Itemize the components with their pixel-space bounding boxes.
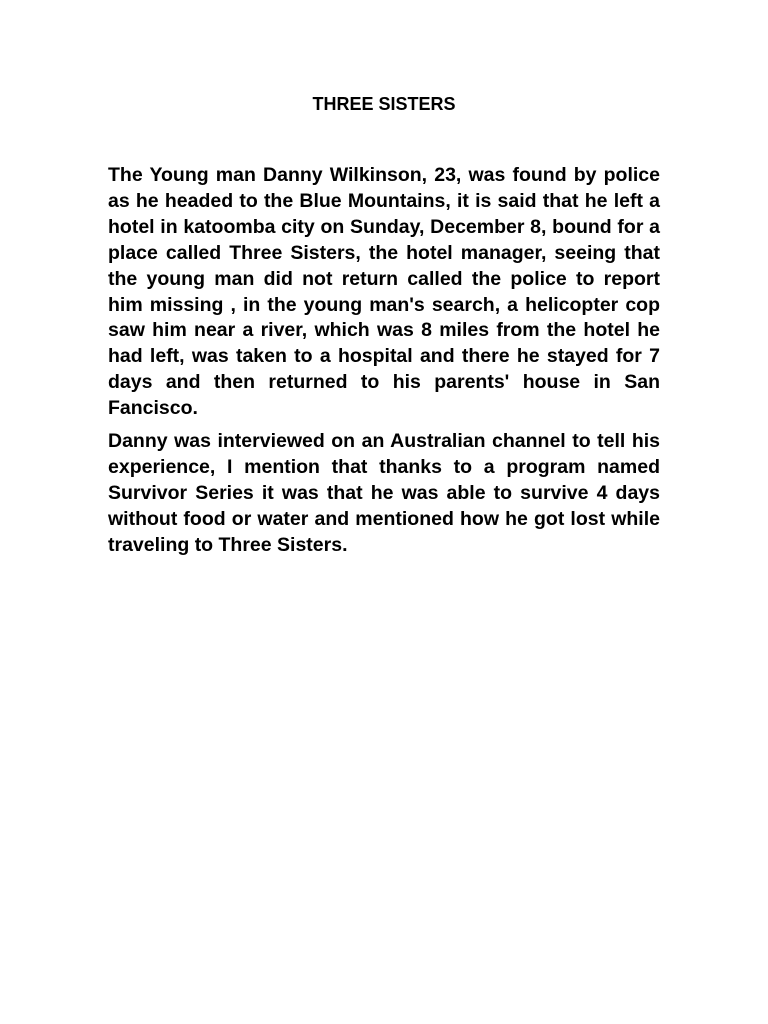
document-title: THREE SISTERS (312, 94, 456, 114)
document-body (108, 163, 660, 566)
paragraph-2: Danny was interviewed on an Australian channel to tell his experience, I mention that thanks to a program named Survivor Series it was that he was able to survive 4 days without food or water and mentioned how he got lost while traveling to Three Sisters. (108, 430, 660, 556)
paragraph-1: The Young man Danny Wilkinson, 23, was found by police as he headed to the Blue Mountains, it is said that he left a hotel in katoomba city on Sunday, December 8, bound for a place called Three Sisters, the hotel manager, seeing that the young man did not return called the police to report him missing , in the young man's search, a helicopter cop saw him near a river, which was 8 miles from the hotel he had left, was taken to a hospital and there he stayed for 7 days and then returned to his parents' house in San Fancisco. (108, 164, 660, 420)
